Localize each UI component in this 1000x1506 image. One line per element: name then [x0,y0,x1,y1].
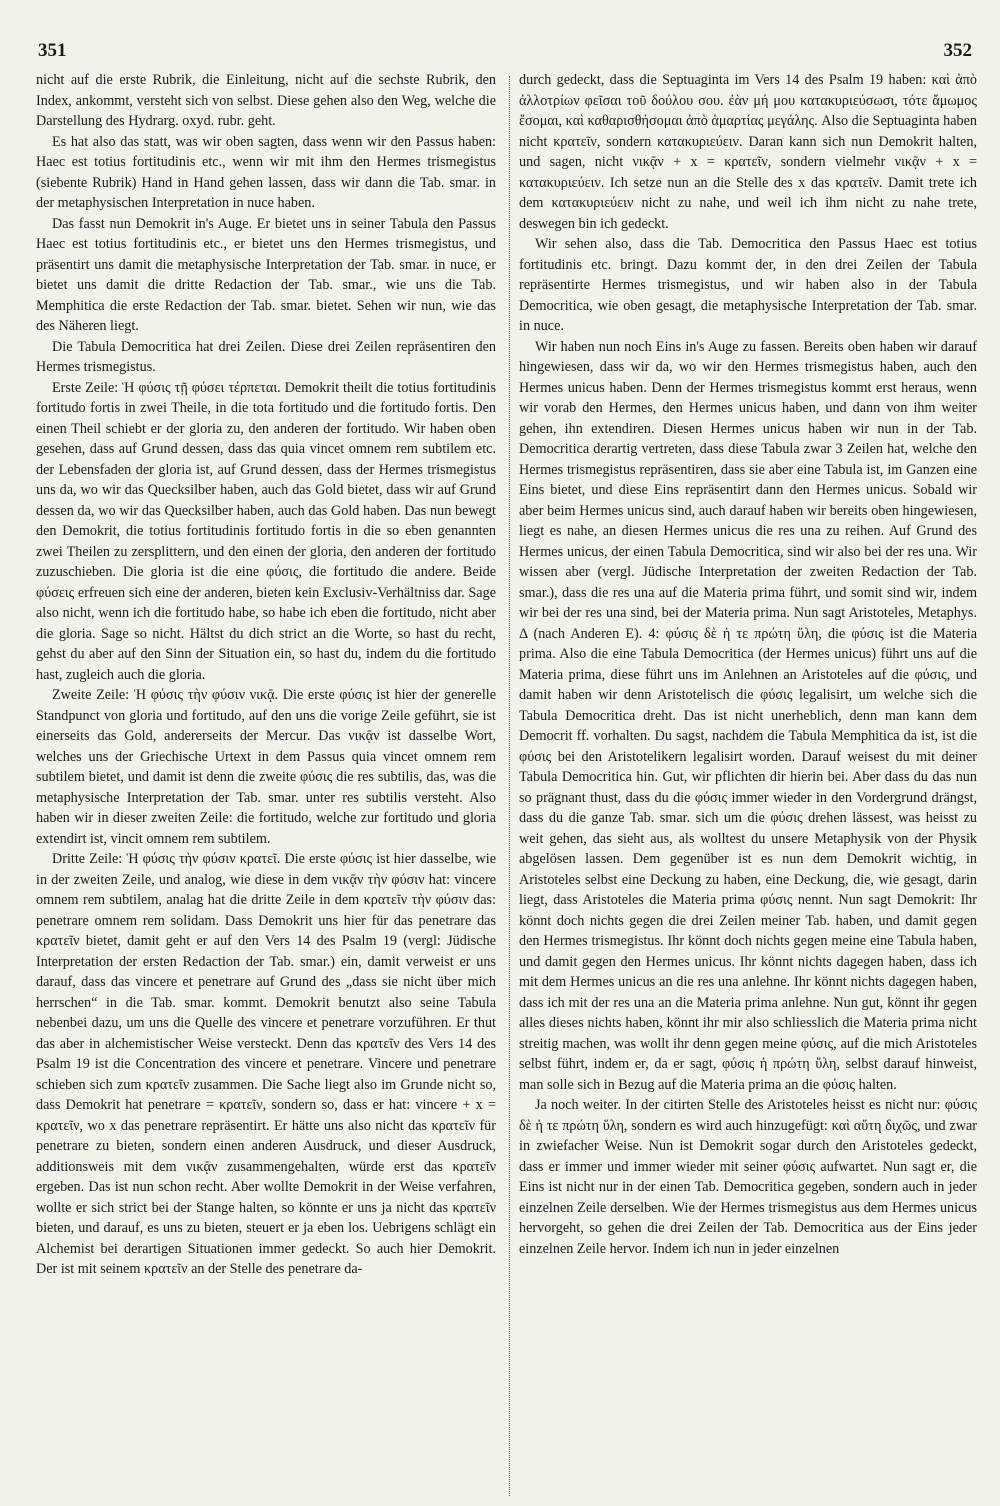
paragraph: Das fasst nun Demokrit in's Auge. Er bietet uns in seiner Tabula den Passus Haec est totius fortitudinis etc., er bietet uns den Hermes trismegistus, und präsentirt uns damit die metaphysische Interpretation der Tab. smar. in nuce, er bietet uns damit die dritte Redaction der Tab. smar., wie uns die Tab. Memphitica die erste Redaction der Tab. smar. bietet. Sehen wir nun, wie das des Näheren liegt. [36,215,496,334]
paragraph: Die Tabula Democritica hat drei Zeilen. Diese drei Zeilen repräsentiren den Hermes trismegistus. [36,338,496,375]
right-column [519,70,977,1500]
paragraph: Erste Zeile: Ἡ φύσις τῇ φύσει τέρπεται. Demokrit theilt die totius fortitudinis fortitudo fortis in zwei Theile, in die tota fortitudo und die fortitudo fortis. Den einen Theil schiebt er der gloria zu, den anderen der fortitudo. Wir haben oben gesehen, dass auf Grund dessen, dass das quia vincet omnem rem subtilem etc. der Lebensfaden der gloria ist, auf Grund dessen, dass der Hermes trismegistus uns da, wo wir das Quecksilber haben, auch das Gold bietet, dass wir auf Grund dessen da, wo wir das Quecksilber haben, auch das Gold haben. Das nun bewegt den Demokrit, die totius fortitudinis fortitudo fortis in die so eben genannten zwei Theilen zu zersplittern, und den einen der gloria, den anderen der fortitudo zuzuschieben. Die gloria ist die eine φύσις, die fortitudo die andere. Beide φύσεις erfreuen sich eine der anderen, bieten kein Exclusiv-Verhältniss dar. Sage also nicht, wenn ich die fortitudo habe, so habe ich eben die fortitudo, nicht aber die gloria. Sage so nicht. Hältst du dich strict an die Worte, so hast du recht, gehst du aber auf den Sinn der Situation ein, so hast du, indem du die fortitudo hast, zugleich auch die gloria. [36,379,496,683]
page-number-right: 352 [943,40,972,61]
paragraph: durch gedeckt, dass die Septuaginta im Vers 14 des Psalm 19 haben: καὶ ἀπὸ ἀλλοτρίων φεῖσαι τοῦ δούλου σου. ἐὰν μή μου κατακυριεύσωσι, τότε ἄμωμος ἔσομαι, καὶ καθαρισθήσομαι ἀπὸ ἁμαρτίας μεγάλης. Also die Septuaginta haben nicht κρατεῖν, sondern κατακυριεύειν. Daran kann sich nun Demokrit halten, und sagen, nicht νικᾷν + x = κρατεῖν, sondern vielmehr νικᾷν + x = κατακυριεύειν. Ich setze nun an die Stelle des x das κρατεῖν. Damit trete ich dem κατακυριεύειν nicht zu nahe, und weil ich ihm nicht zu nahe trete, deswegen bin ich gedeckt. [519,72,977,232]
paragraph: Dritte Zeile: Ἡ φύσις τὴν φύσιν κρατεῖ. Die erste φύσις ist hier dasselbe, wie in der zweiten Zeile, und analog, wie diese in dem νικᾷν τὴν φύσιν hat: vincere omnem rem subtilem, analag hat die dritte Zeile in dem κρατεῖν τὴν φύσιν das: penetrare omnem rem solidam. Dass Demokrit uns hier für das penetrare das κρατεῖν bietet, damit geht er auf den Vers 14 des Psalm 19 (vergl: Jüdische Interpretation der ersten Redaction der Tab. smar.) ein, damit verweist er uns darauf, dass das vincere et penetrare auf Grund des „dass sie nicht über mich herrschen“ in die Tab. smar. kommt. Demokrit benutzt also seine Tabula nebenbei dazu, um uns die Quelle des vincere et penetrare vorzuführen. Er thut das aber in alchemistischer Weise versteckt. Denn das κρατεῖν des Vers 14 des Psalm 19 ist die Concentration des vincere et penetrare. Vincere und penetrare schieben sich zum κρατεῖν zusammen. Die Sache liegt also im Grunde nicht so, dass Demokrit hat penetrare = κρατεῖν, sondern so, dass er hat: vincere + x = κρατεῖν, wo x das penetrare repräsentirt. Er hätte uns also nicht das κρατεῖν für penetrare zu bieten, sondern einen anderen Ausdruck, und dieser Ausdruck, additionsweis mit dem νικᾷν zusammengehalten, würde erst das κρατεῖν ergeben. Das ist nun schon recht. Aber wollte Demokrit in der Weise verfahren, wollte er sich strict bei der Stange halten, so könnte er uns ja nicht das κρατεῖν bieten, und darauf, es uns zu bieten, steuert er ja eben los. Uebrigens schlägt ein Alchemist bei derartigen Situationen immer gedeckt. So auch hier Demokrit. Der ist mit seinem κρατεῖν an der Stelle des penetrare da- [36,851,496,1277]
paragraph: Zweite Zeile: Ἡ φύσις τὴν φύσιν νικᾷ. Die erste φύσις ist hier der generelle Standpunct von gloria und fortitudo, auf den uns die vorige Zeile geführt, sie ist einerseits das Gold, andererseits der Mercur. Das νικᾷν ist dasselbe Wort, welches uns der Griechische Urtext in dem Passus quia vincet omnem rem subtilem bietet, und damit ist denn die zweite φύσις die res subtilis, das, was die metaphysische Interpretation der Tab. smar. unter res subtilis versteht. Also haben wir in dieser zweiten Zeile: die fortitudo, welche zur fortitudo und gloria extendirt ist, vincit omnem rem subtilem. [36,687,496,847]
page-number-left: 351 [38,40,67,61]
column-divider [509,76,510,1496]
paragraph: nicht auf die erste Rubrik, die Einleitung, nicht auf die sechste Rubrik, den Index, ankommt, versteht sich von selbst. Diese gehen also den Weg, welche die Darstellung des Hydrarg. oxyd. rubr. geht. [36,72,496,129]
left-column [36,70,496,1500]
paragraph: Ja noch weiter. In der citirten Stelle des Aristoteles heisst es nicht nur: φύσις δὲ ἡ τε πρώτη ὕλη, sondern es wird auch hinzugefügt: καὶ αὕτη διχῶς, und zwar in zwiefacher Weise. Nun ist Demokrit sogar durch den Aristoteles gedeckt, dass er immer und immer wieder mit seiner φύσις aufwartet. Nun sagt er, die Eins ist nicht nur in der einen Tab. Democritica gegeben, sondern auch in jeder einzelnen Zeile derselben. Wie der Hermes trismegistus aus dem Hermes unicus hervorgeht, so gehen die drei Zeilen der Tab. Democritica aus der Eins jeder einzelnen Zeile hervor. Indem ich nun in jeder einzelnen [519,1097,977,1257]
paragraph: Wir haben nun noch Eins in's Auge zu fassen. Bereits oben haben wir darauf hingewiesen, dass wir da, wo wir den Hermes trismegistus haben, auch den Hermes unicus haben. Denn der Hermes trismegistus kommt erst heraus, wenn wir vorab den Hermes, den Hermes unicus haben, und dann von ihm weiter gehen, ihn extendiren. Diesen Hermes unicus haben wir nun in der Tab. Democritica derartig vertreten, dass diese Tabula zwar 3 Zeilen hat, welche den Hermes trismegistus repräsentiren, dass sie aber eine Tabula ist, im Ganzen eine Eins bietet, und diese Eins repräsentirt dann den Hermes unicus. Sobald wir aber beim Hermes unicus sind, auch darauf haben wir bereits oben hingewiesen, liegt es nahe, an diesen Hermes unicus die res una zu reihen. Auf Grund des Hermes unicus, der einen Tabula Democritica, sind wir also bei der res una. Wir wissen aber (vergl. Jüdische Interpretation der zweiten Redaction der Tab. smar.), dass die res una auf die Materia prima führt, und somit sind wir, indem wir bei der res una sind, bei der Materia prima. Nun sagt Aristoteles, Metaphys. Δ (nach Anderen E). 4: φύσις δὲ ἡ τε πρώτη ὕλη, die φύσις ist die Materia prima. Also die eine Tabula Democritica (der Hermes unicus) führt uns auf die Materia prima, diese führt uns im Anlehnen an Aristoteles auf die φύσις, und damit haben wir denn Aristotelisch die φύσις legalisirt, um welche sich die Tabula Democritica dreht. Das ist nicht unerheblich, denn man kann dem Democrit ff. vorhalten. Du sagst, nachdem die Tabula Memphitica da ist, ist die φύσις bei den Aristotelikern legalisirt worden. Darauf weisest du mit deiner Tabula Democritica hin. Gut, wir pflichten dir hierin bei. Aber dass du das nun so prägnant thust, dass du die φύσις immer wieder in den Vordergrund drängst, dass du die ganze Tab. smar. sich um die φύσις drehen lässest, was heisst zu weit gehen, das sieht aus, als wolltest du unsere Metaphysik von der Physik abgelösen lassen. Dem gegenüber ist es nun dem Demokrit wichtig, in Aristoteles selbst eine Deckung zu haben, eine Deckung, die, wie gesagt, darin liegt, dass Aristoteles die Materia prima φύσις nennt. Nun sagt Demokrit: Ihr könnt doch nichts gegen die drei Zeilen meiner Tab. haben, und damit gegen den Hermes trismegistus. Ihr könnt doch nichts gegen meine eine Tabula haben, und damit gegen den Hermes unicus. Ihr könnt nichts dagegen haben, dass ich mit dem Hermes unicus an die res una anlehne. Ihr könnt nichts dagegen haben, dass ich mit der res una an die Materia prima anlehne. Nun gut, könnt ihr gegen alles dieses nichts haben, könnt ihr mir also schliesslich die Materia prima nicht streitig machen, was wollt ihr denn gegen meine φύσις, auf die mich Aristoteles selbst führt, indem er, da er sagt, φύσις ἡ πρώτη ὕλη, selbst darauf hinweist, man solle sich in Bezug auf die Materia prima an die φύσις halten. [519,338,977,1093]
paragraph: Wir sehen also, dass die Tab. Democritica den Passus Haec est totius fortitudinis etc. bringt. Dazu kommt der, in den drei Zeilen der Tabula repräsentirte Hermes trismegistus, und wir haben also in der Tabula Democritica, wie oben gesagt, die metaphysische Interpretation der Tab. smar. in nuce. [519,236,977,334]
paragraph: Es hat also das statt, was wir oben sagten, dass wenn wir den Passus haben: Haec est totius fortitudinis etc., wenn wir mit ihm den Hermes trismegistus (siebente Rubrik) Hand in Hand gehen lassen, dass wir dann die Tab. smar. in der metaphysischen Interpretation in nuce haben. [36,133,496,211]
